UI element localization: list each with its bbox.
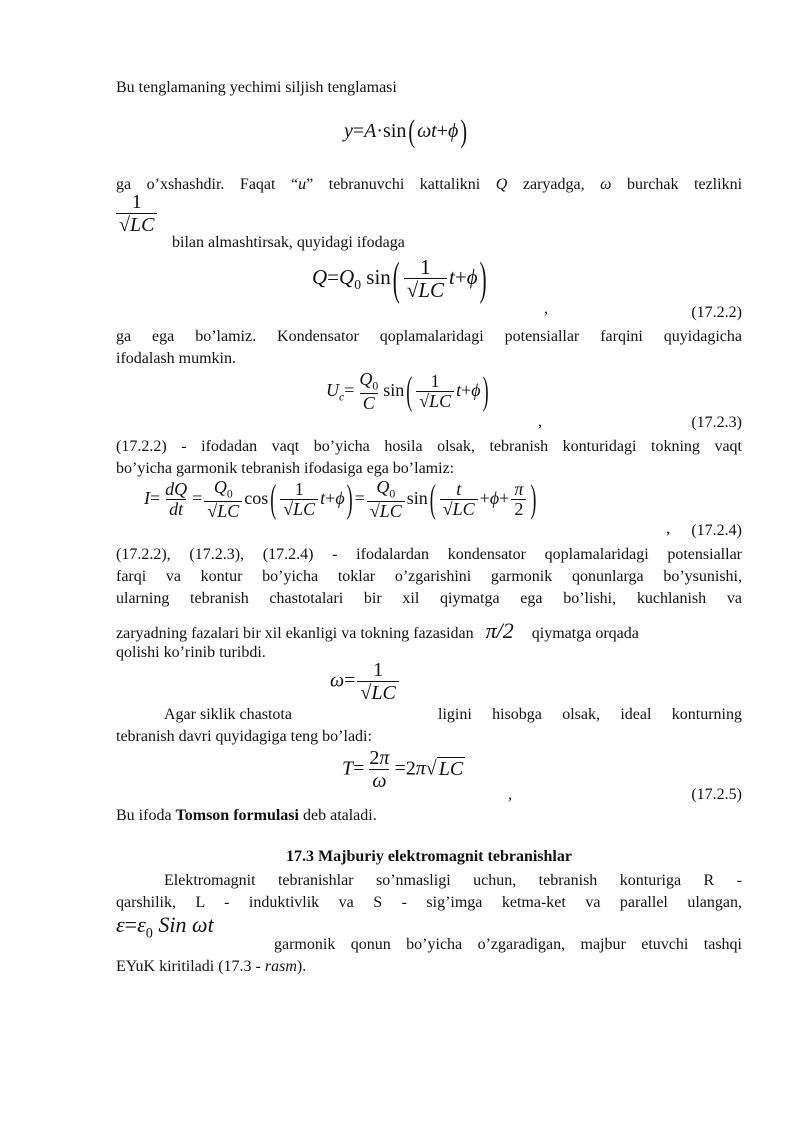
section-heading: 17.3 Majburiy elektromagnit tebranishlar	[286, 848, 572, 865]
equation-number: (17.2.2)	[691, 304, 742, 321]
equation-number: (17.2.3)	[691, 414, 742, 431]
equation-inverse-sqrt-lc: $\frac{1}{√LC}$	[114, 192, 159, 236]
equation-current: I= $\frac{dQ}{dt}$ = $\frac{Q_0}{√LC}$ cos ( $\frac{1}{√LC}$ t+ϕ ) = $\frac{Q_0}{√LC}$ sin ( $\frac{t}{√LC}$ +ϕ+ $\frac{\pi}{2}$ )	[144, 476, 537, 521]
equation-angular-frequency: ω= $\frac{1}{√LC}$	[330, 660, 401, 704]
text-line: (17.2.2) - ifodadan vaqt bo’yicha hosila olsak, tebranish konturidagi tokning vaqt	[116, 438, 742, 455]
comma: ,	[544, 300, 548, 317]
text-line: ligini hisobga olsak, ideal konturning	[438, 706, 742, 723]
equation-number: (17.2.5)	[691, 786, 742, 803]
text-line: ga ega bo’lamiz. Kondensator qoplamalaridagi potensiallar farqini quyidagicha	[116, 328, 742, 345]
text-line: (17.2.2), (17.2.3), (17.2.4) - ifodalardan kondensator qoplamalaridagi potensiallar	[116, 546, 742, 563]
text-line: Elektromagnit tebranishlar so’nmasligi uchun, tebranish konturiga R -	[164, 872, 742, 889]
text-line: qolishi ko’rinib turibdi.	[116, 644, 266, 661]
equation-voltage: $U_c=$ $\frac{Q_0}{C}$ sin ( $\frac{1}{√LC}$ t+ϕ )	[326, 368, 489, 413]
text-line: ifodalash mumkin.	[116, 350, 236, 367]
equation-displacement: y=A·sin ( ωt+ϕ )	[344, 114, 468, 150]
text-line: bilan almashtirsak, quyidagi ifodaga	[172, 234, 405, 251]
text-line: EYuK kiritiladi (17.3 - rasm).	[116, 958, 307, 975]
text-line: ularning tebranish chastotalari bir xil qiymatga ega bo’lishi, kuchlanish va	[116, 590, 742, 607]
comma: ,	[666, 520, 670, 537]
text-line: bo’yicha garmonik tebranish ifodasiga ega bo’lamiz:	[116, 460, 455, 477]
text-line: ga o’xshashdir. Faqat “u” tebranuvchi kattalikni Q zaryadga, ω burchak tezlikni	[116, 176, 743, 193]
equation-charge: $Q=Q_0$ sin( $\frac{1}{√LC}$ t+ϕ)	[312, 251, 487, 305]
text-line: tebranish davri quyidagiga teng bo’ladi:	[116, 728, 372, 745]
equation-pi-half: π/2	[485, 618, 514, 643]
equation-number: (17.2.4)	[691, 522, 742, 539]
text-line: Bu ifoda Tomson formulasi deb ataladi.	[116, 807, 377, 824]
text-line: zaryadning fazalari bir xil ekanligi va tokning fazasidan π/2 qiymatga orqada	[116, 618, 639, 643]
text-line: Bu tenglamaning yechimi siljish tenglamasi	[116, 79, 397, 96]
text-line: qarshilik, L - induktivlik va S - sig’imga ketma-ket va parallel ulangan,	[116, 894, 742, 911]
comma: ,	[538, 413, 542, 430]
text-line: garmonik qonun bo’yicha o’zgaradigan, majbur etuvchi tashqi	[274, 936, 742, 953]
text-line: farqi va kontur bo’yicha toklar o’zgarishini garmonik qonunlarga bo’ysunishi,	[116, 568, 742, 585]
equation-emf: $\varepsilon=\varepsilon_0$ Sin ωt	[116, 912, 214, 942]
equation-thomson: T= $\frac{2\pi}{\omega}$ =2π√ LC	[342, 747, 464, 792]
comma: ,	[508, 786, 512, 803]
text-line: Agar siklik chastota	[164, 706, 292, 723]
